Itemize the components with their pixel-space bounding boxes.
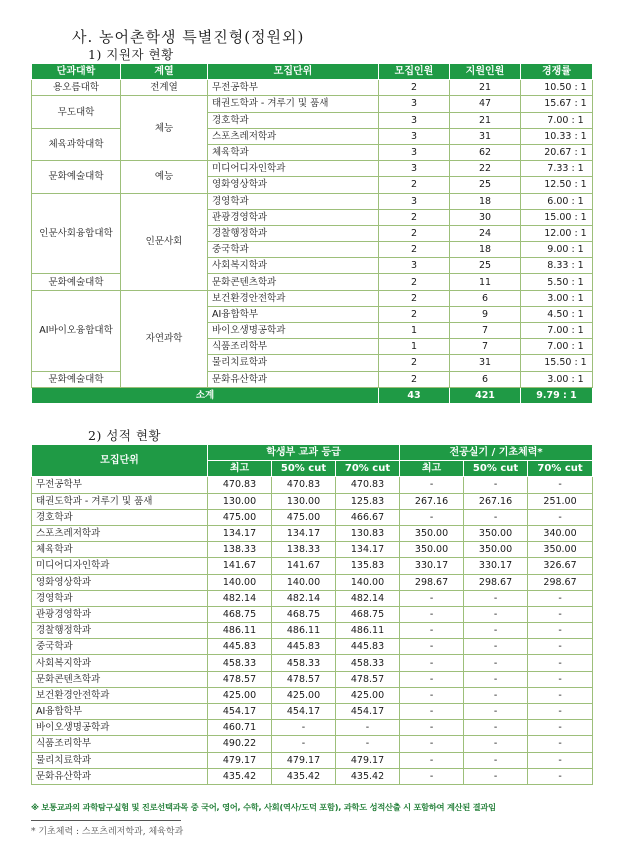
score-cell: - xyxy=(400,590,464,606)
score-cell: - xyxy=(464,509,528,525)
score-cell: - xyxy=(528,687,593,703)
score-cell: 445.83 xyxy=(336,639,400,655)
score-cell: - xyxy=(400,509,464,525)
college-cell: 체육과학대학 xyxy=(32,128,121,160)
unit-cell: 경호학과 xyxy=(208,112,379,128)
score-cell: - xyxy=(336,720,400,736)
applicants-cell: 7 xyxy=(450,323,521,339)
unit-cell: 태권도학과 - 겨루기 및 품새 xyxy=(208,96,379,112)
quota-cell: 1 xyxy=(379,339,450,355)
score-cell: - xyxy=(464,606,528,622)
ratio-cell: 3.00 : 1 xyxy=(521,371,593,387)
score-cell: - xyxy=(400,671,464,687)
score-cell: - xyxy=(528,623,593,639)
unit-cell: 영화영상학과 xyxy=(32,574,208,590)
unit-cell: 중국학과 xyxy=(32,639,208,655)
college-cell: 무도대학 xyxy=(32,96,121,128)
quota-cell: 2 xyxy=(379,274,450,290)
table-row xyxy=(32,274,593,290)
quota-cell: 2 xyxy=(379,225,450,241)
unit-cell: 바이오생명공학과 xyxy=(208,323,379,339)
score-cell: - xyxy=(464,590,528,606)
applicants-cell: 47 xyxy=(450,96,521,112)
applicants-cell: 21 xyxy=(450,80,521,96)
column-header: 단과대학 xyxy=(32,64,121,80)
ratio-cell: 8.33 : 1 xyxy=(521,258,593,274)
column-group-header: 전공실기 / 기초체력* xyxy=(400,445,593,461)
score-cell: - xyxy=(528,720,593,736)
table-row xyxy=(32,509,593,525)
ratio-cell: 3.00 : 1 xyxy=(521,290,593,306)
score-cell: 458.33 xyxy=(272,655,336,671)
score-cell: 130.00 xyxy=(208,493,272,509)
column-header: 50% cut xyxy=(464,461,528,477)
score-cell: 138.33 xyxy=(272,542,336,558)
score-cell: - xyxy=(464,687,528,703)
column-header: 최고 xyxy=(208,461,272,477)
score-cell: 138.33 xyxy=(208,542,272,558)
score-cell: 340.00 xyxy=(528,525,593,541)
table-row xyxy=(32,704,593,720)
applicants-cell: 7 xyxy=(450,339,521,355)
table-row xyxy=(32,161,593,177)
score-cell: 486.11 xyxy=(336,623,400,639)
quota-cell: 3 xyxy=(379,96,450,112)
unit-cell: 사회복지학과 xyxy=(32,655,208,671)
ratio-cell: 10.50 : 1 xyxy=(521,80,593,96)
score-cell: 140.00 xyxy=(336,574,400,590)
ratio-cell: 15.50 : 1 xyxy=(521,355,593,371)
applicants-cell: 62 xyxy=(450,144,521,160)
score-cell: 478.57 xyxy=(272,671,336,687)
column-header: 계열 xyxy=(121,64,208,80)
ratio-cell: 12.00 : 1 xyxy=(521,225,593,241)
unit-cell: 태권도학과 - 겨루기 및 품새 xyxy=(32,493,208,509)
basic-fitness-note: * 기초체력 : 스포츠레저학과, 체육학과 xyxy=(31,827,184,837)
score-cell: 445.83 xyxy=(208,639,272,655)
score-cell: - xyxy=(400,687,464,703)
college-cell: 문화예술대학 xyxy=(32,161,121,193)
applicants-cell: 30 xyxy=(450,209,521,225)
quota-cell: 2 xyxy=(379,290,450,306)
ratio-cell: 12.50 : 1 xyxy=(521,177,593,193)
score-cell: 435.42 xyxy=(208,768,272,784)
score-cell: - xyxy=(400,655,464,671)
applicants-cell: 22 xyxy=(450,161,521,177)
score-cell: 141.67 xyxy=(272,558,336,574)
table-row xyxy=(32,623,593,639)
score-cell: 435.42 xyxy=(272,768,336,784)
score-cell: - xyxy=(464,671,528,687)
score-cell: 350.00 xyxy=(464,525,528,541)
score-cell: 479.17 xyxy=(272,752,336,768)
unit-cell: 경찰행정학과 xyxy=(208,225,379,241)
score-cell: - xyxy=(336,736,400,752)
unit-cell: 식품조리학부 xyxy=(32,736,208,752)
section-title-applicants: 1) 지원자 현황 xyxy=(88,47,174,62)
quota-cell: 3 xyxy=(379,258,450,274)
series-cell: 인문사회 xyxy=(121,193,208,290)
score-cell: 458.33 xyxy=(336,655,400,671)
score-cell: 267.16 xyxy=(464,493,528,509)
quota-cell: 1 xyxy=(379,323,450,339)
score-cell: 134.17 xyxy=(272,525,336,541)
column-header: 모집인원 xyxy=(379,64,450,80)
score-cell: - xyxy=(528,590,593,606)
ratio-cell: 6.00 : 1 xyxy=(521,193,593,209)
score-cell: - xyxy=(464,639,528,655)
unit-cell: 관광경영학과 xyxy=(208,209,379,225)
applicants-cell: 9 xyxy=(450,306,521,322)
table-row xyxy=(32,768,593,784)
unit-cell: 체육학과 xyxy=(208,144,379,160)
unit-cell: 무전공학부 xyxy=(208,80,379,96)
quota-cell: 3 xyxy=(379,112,450,128)
quota-cell: 2 xyxy=(379,209,450,225)
score-cell: 298.67 xyxy=(528,574,593,590)
score-cell: - xyxy=(528,752,593,768)
ratio-cell: 15.67 : 1 xyxy=(521,96,593,112)
score-cell: 435.42 xyxy=(336,768,400,784)
ratio-cell: 20.67 : 1 xyxy=(521,144,593,160)
score-cell: 425.00 xyxy=(336,687,400,703)
score-cell: - xyxy=(528,477,593,493)
table-row xyxy=(32,193,593,209)
total-label: 소계 xyxy=(32,387,379,403)
college-cell: 용오름대학 xyxy=(32,80,121,96)
score-cell: 350.00 xyxy=(400,542,464,558)
score-cell: - xyxy=(528,736,593,752)
score-cell: 330.17 xyxy=(400,558,464,574)
score-cell: 470.83 xyxy=(272,477,336,493)
score-cell: - xyxy=(400,623,464,639)
applicants-cell: 24 xyxy=(450,225,521,241)
quota-cell: 2 xyxy=(379,242,450,258)
applicant-status-table xyxy=(31,63,593,404)
ratio-cell: 9.00 : 1 xyxy=(521,242,593,258)
score-cell: 475.00 xyxy=(272,509,336,525)
table-row xyxy=(32,128,593,144)
total-ratio: 9.79 : 1 xyxy=(521,387,593,403)
applicants-cell: 21 xyxy=(450,112,521,128)
table-header-row xyxy=(32,64,593,80)
score-cell: - xyxy=(464,752,528,768)
score-cell: 267.16 xyxy=(400,493,464,509)
score-cell: 135.83 xyxy=(336,558,400,574)
score-cell: 478.57 xyxy=(208,671,272,687)
series-cell: 전계열 xyxy=(121,80,208,96)
quota-cell: 2 xyxy=(379,177,450,193)
score-cell: 130.00 xyxy=(272,493,336,509)
score-cell: - xyxy=(528,606,593,622)
unit-cell: 스포츠레저학과 xyxy=(32,525,208,541)
applicants-cell: 6 xyxy=(450,371,521,387)
table-row xyxy=(32,606,593,622)
score-cell: - xyxy=(400,704,464,720)
score-cell: - xyxy=(528,509,593,525)
unit-cell: 체육학과 xyxy=(32,542,208,558)
score-cell: 482.14 xyxy=(208,590,272,606)
college-cell: AI바이오융합대학 xyxy=(32,290,121,371)
column-header: 경쟁률 xyxy=(521,64,593,80)
table-row xyxy=(32,96,593,112)
score-cell: 330.17 xyxy=(464,558,528,574)
score-cell: 350.00 xyxy=(400,525,464,541)
table-row xyxy=(32,574,593,590)
college-cell: 인문사회융합대학 xyxy=(32,193,121,274)
score-cell: 134.17 xyxy=(336,542,400,558)
unit-cell: 문화콘텐츠학과 xyxy=(208,274,379,290)
quota-cell: 2 xyxy=(379,355,450,371)
score-cell: 478.57 xyxy=(336,671,400,687)
table-row xyxy=(32,525,593,541)
column-header: 지원인원 xyxy=(450,64,521,80)
section-title-scores: 2) 성적 현황 xyxy=(88,428,162,443)
ratio-cell: 15.00 : 1 xyxy=(521,209,593,225)
table-row xyxy=(32,493,593,509)
score-cell: 140.00 xyxy=(272,574,336,590)
score-cell: - xyxy=(272,736,336,752)
unit-cell: 중국학과 xyxy=(208,242,379,258)
unit-cell: 경영학과 xyxy=(32,590,208,606)
unit-cell: 보건환경안전학과 xyxy=(208,290,379,306)
ratio-cell: 10.33 : 1 xyxy=(521,128,593,144)
score-cell: 298.67 xyxy=(400,574,464,590)
unit-cell: AI융합학부 xyxy=(208,306,379,322)
table-row xyxy=(32,720,593,736)
ratio-cell: 4.50 : 1 xyxy=(521,306,593,322)
score-cell: 425.00 xyxy=(208,687,272,703)
score-cell: 479.17 xyxy=(208,752,272,768)
ratio-cell: 7.00 : 1 xyxy=(521,323,593,339)
applicants-cell: 25 xyxy=(450,258,521,274)
ratio-cell: 5.50 : 1 xyxy=(521,274,593,290)
applicants-cell: 25 xyxy=(450,177,521,193)
score-cell: 454.17 xyxy=(272,704,336,720)
table-row xyxy=(32,752,593,768)
score-cell: 134.17 xyxy=(208,525,272,541)
unit-cell: 경영학과 xyxy=(208,193,379,209)
score-cell: 458.33 xyxy=(208,655,272,671)
table-row xyxy=(32,290,593,306)
divider xyxy=(31,820,181,821)
score-cell: 350.00 xyxy=(528,542,593,558)
page-title: 사. 농어촌학생 특별진형(정원외) xyxy=(72,28,305,46)
ratio-cell: 7.00 : 1 xyxy=(521,112,593,128)
applicants-cell: 18 xyxy=(450,193,521,209)
score-cell: - xyxy=(400,752,464,768)
score-cell: 470.83 xyxy=(208,477,272,493)
college-cell: 문화예술대학 xyxy=(32,371,121,387)
table-row xyxy=(32,736,593,752)
total-applicants: 421 xyxy=(450,387,521,403)
score-cell: - xyxy=(464,477,528,493)
score-cell: - xyxy=(464,768,528,784)
score-cell: - xyxy=(528,704,593,720)
ratio-cell: 7.33 : 1 xyxy=(521,161,593,177)
score-cell: - xyxy=(464,704,528,720)
score-cell: - xyxy=(464,655,528,671)
table-row xyxy=(32,671,593,687)
score-cell: 470.83 xyxy=(336,477,400,493)
applicants-cell: 6 xyxy=(450,290,521,306)
score-cell: 298.67 xyxy=(464,574,528,590)
score-cell: 486.11 xyxy=(272,623,336,639)
table-row xyxy=(32,542,593,558)
college-cell: 문화예술대학 xyxy=(32,274,121,290)
column-header: 50% cut xyxy=(272,461,336,477)
score-cell: 445.83 xyxy=(272,639,336,655)
unit-cell: 사회복지학과 xyxy=(208,258,379,274)
score-cell: 425.00 xyxy=(272,687,336,703)
table-row xyxy=(32,639,593,655)
score-cell: 130.83 xyxy=(336,525,400,541)
score-cell: - xyxy=(464,623,528,639)
score-cell: 482.14 xyxy=(336,590,400,606)
score-cell: - xyxy=(400,736,464,752)
unit-cell: 관광경영학과 xyxy=(32,606,208,622)
score-cell: 475.00 xyxy=(208,509,272,525)
score-cell: - xyxy=(528,671,593,687)
score-cell: 486.11 xyxy=(208,623,272,639)
unit-cell: 바이오생명공학과 xyxy=(32,720,208,736)
table-row xyxy=(32,558,593,574)
score-cell: - xyxy=(528,768,593,784)
applicants-cell: 11 xyxy=(450,274,521,290)
score-cell: 482.14 xyxy=(272,590,336,606)
unit-cell: 경호학과 xyxy=(32,509,208,525)
table-row xyxy=(32,687,593,703)
applicants-cell: 31 xyxy=(450,355,521,371)
score-cell: - xyxy=(272,720,336,736)
score-cell: - xyxy=(528,639,593,655)
unit-cell: 영화영상학과 xyxy=(208,177,379,193)
total-row xyxy=(32,387,593,403)
unit-cell: AI융합학부 xyxy=(32,704,208,720)
score-cell: - xyxy=(528,655,593,671)
score-cell: 460.71 xyxy=(208,720,272,736)
table-row xyxy=(32,655,593,671)
score-cell: - xyxy=(464,736,528,752)
score-cell: 251.00 xyxy=(528,493,593,509)
score-cell: - xyxy=(464,720,528,736)
table-row xyxy=(32,477,593,493)
ratio-cell: 7.00 : 1 xyxy=(521,339,593,355)
column-header: 70% cut xyxy=(336,461,400,477)
quota-cell: 2 xyxy=(379,371,450,387)
score-cell: 468.75 xyxy=(272,606,336,622)
score-status-table xyxy=(31,444,593,785)
score-cell: 454.17 xyxy=(336,704,400,720)
score-cell: 141.67 xyxy=(208,558,272,574)
score-cell: 466.67 xyxy=(336,509,400,525)
score-cell: 468.75 xyxy=(208,606,272,622)
table-row xyxy=(32,371,593,387)
unit-cell: 식품조리학부 xyxy=(208,339,379,355)
score-cell: 140.00 xyxy=(208,574,272,590)
score-cell: 454.17 xyxy=(208,704,272,720)
series-cell: 예능 xyxy=(121,161,208,193)
column-header: 모집단위 xyxy=(208,64,379,80)
table-row xyxy=(32,590,593,606)
score-cell: 350.00 xyxy=(464,542,528,558)
unit-cell: 물리치료학과 xyxy=(32,752,208,768)
total-quota: 43 xyxy=(379,387,450,403)
unit-cell: 스포츠레저학과 xyxy=(208,128,379,144)
table-row xyxy=(32,80,593,96)
footnote: ※ 보통교과의 과학탐구실험 및 진로선택과목 중 국어, 영어, 수학, 사회(역사/도덕 포함), 과학도 성적산출 시 포함하여 계산된 결과임 xyxy=(31,802,496,812)
score-cell: 490.22 xyxy=(208,736,272,752)
quota-cell: 2 xyxy=(379,306,450,322)
score-cell: 479.17 xyxy=(336,752,400,768)
score-cell: - xyxy=(400,639,464,655)
column-header: 모집단위 xyxy=(32,445,208,477)
series-cell: 자연과학 xyxy=(121,290,208,387)
score-cell: - xyxy=(400,477,464,493)
unit-cell: 문화콘텐츠학과 xyxy=(32,671,208,687)
quota-cell: 3 xyxy=(379,128,450,144)
quota-cell: 2 xyxy=(379,80,450,96)
series-cell: 체능 xyxy=(121,96,208,161)
column-header: 70% cut xyxy=(528,461,593,477)
score-cell: - xyxy=(400,768,464,784)
unit-cell: 물리치료학과 xyxy=(208,355,379,371)
applicants-cell: 18 xyxy=(450,242,521,258)
column-group-header: 학생부 교과 등급 xyxy=(208,445,400,461)
quota-cell: 3 xyxy=(379,193,450,209)
quota-cell: 3 xyxy=(379,144,450,160)
unit-cell: 문화유산학과 xyxy=(32,768,208,784)
unit-cell: 무전공학부 xyxy=(32,477,208,493)
unit-cell: 경찰행정학과 xyxy=(32,623,208,639)
unit-cell: 문화유산학과 xyxy=(208,371,379,387)
score-cell: 326.67 xyxy=(528,558,593,574)
score-cell: 468.75 xyxy=(336,606,400,622)
applicants-cell: 31 xyxy=(450,128,521,144)
table-header-row xyxy=(32,445,593,461)
score-cell: 125.83 xyxy=(336,493,400,509)
score-cell: - xyxy=(400,606,464,622)
score-cell: - xyxy=(400,720,464,736)
column-header: 최고 xyxy=(400,461,464,477)
quota-cell: 3 xyxy=(379,161,450,177)
unit-cell: 미디어디자인학과 xyxy=(208,161,379,177)
unit-cell: 보건환경안전학과 xyxy=(32,687,208,703)
unit-cell: 미디어디자인학과 xyxy=(32,558,208,574)
